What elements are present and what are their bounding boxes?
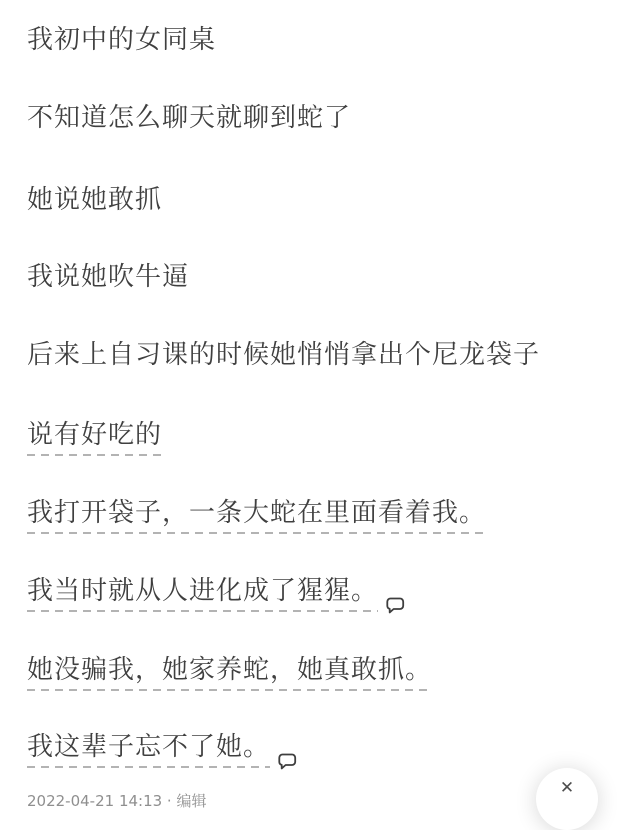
story-line bbox=[27, 340, 540, 370]
story-line bbox=[27, 655, 432, 692]
story-line bbox=[27, 262, 189, 292]
highlighted-text[interactable]: 说有好吃的 bbox=[27, 420, 162, 457]
paragraph-text: 不知道怎么聊天就聊到蛇了 bbox=[27, 103, 352, 133]
meta-line: 2022-04-21 14:13 · 编辑 bbox=[27, 792, 207, 810]
story-line bbox=[27, 185, 162, 215]
paragraph-text: 她说她敢抓 bbox=[27, 185, 163, 215]
paragraph-text: 我说她吹牛逼 bbox=[27, 262, 190, 292]
note-bubble-icon[interactable] bbox=[385, 592, 406, 611]
close-icon: ✕ bbox=[559, 778, 575, 797]
highlighted-text[interactable]: 她没骗我，她家养蛇，她真敢抓。 bbox=[27, 655, 432, 692]
note-bubble-icon[interactable] bbox=[277, 748, 298, 767]
paragraph-text: 我初中的女同桌 bbox=[27, 25, 217, 55]
highlighted-text[interactable]: 我打开袋子，一条大蛇在里面看着我。 bbox=[27, 498, 486, 535]
paragraph-text: 后来上自习课的时候她悄悄拿出个尼龙袋子 bbox=[27, 340, 541, 370]
story-line bbox=[27, 25, 216, 55]
story-line bbox=[27, 103, 351, 133]
highlighted-text[interactable]: 我这辈子忘不了她。 bbox=[27, 732, 270, 769]
story-line bbox=[27, 420, 162, 457]
highlighted-text[interactable]: 我当时就从人进化成了猩猩。 bbox=[27, 576, 378, 613]
story-line bbox=[27, 576, 406, 613]
close-button[interactable] bbox=[536, 768, 598, 830]
story-line bbox=[27, 498, 486, 535]
story-line bbox=[27, 732, 298, 769]
